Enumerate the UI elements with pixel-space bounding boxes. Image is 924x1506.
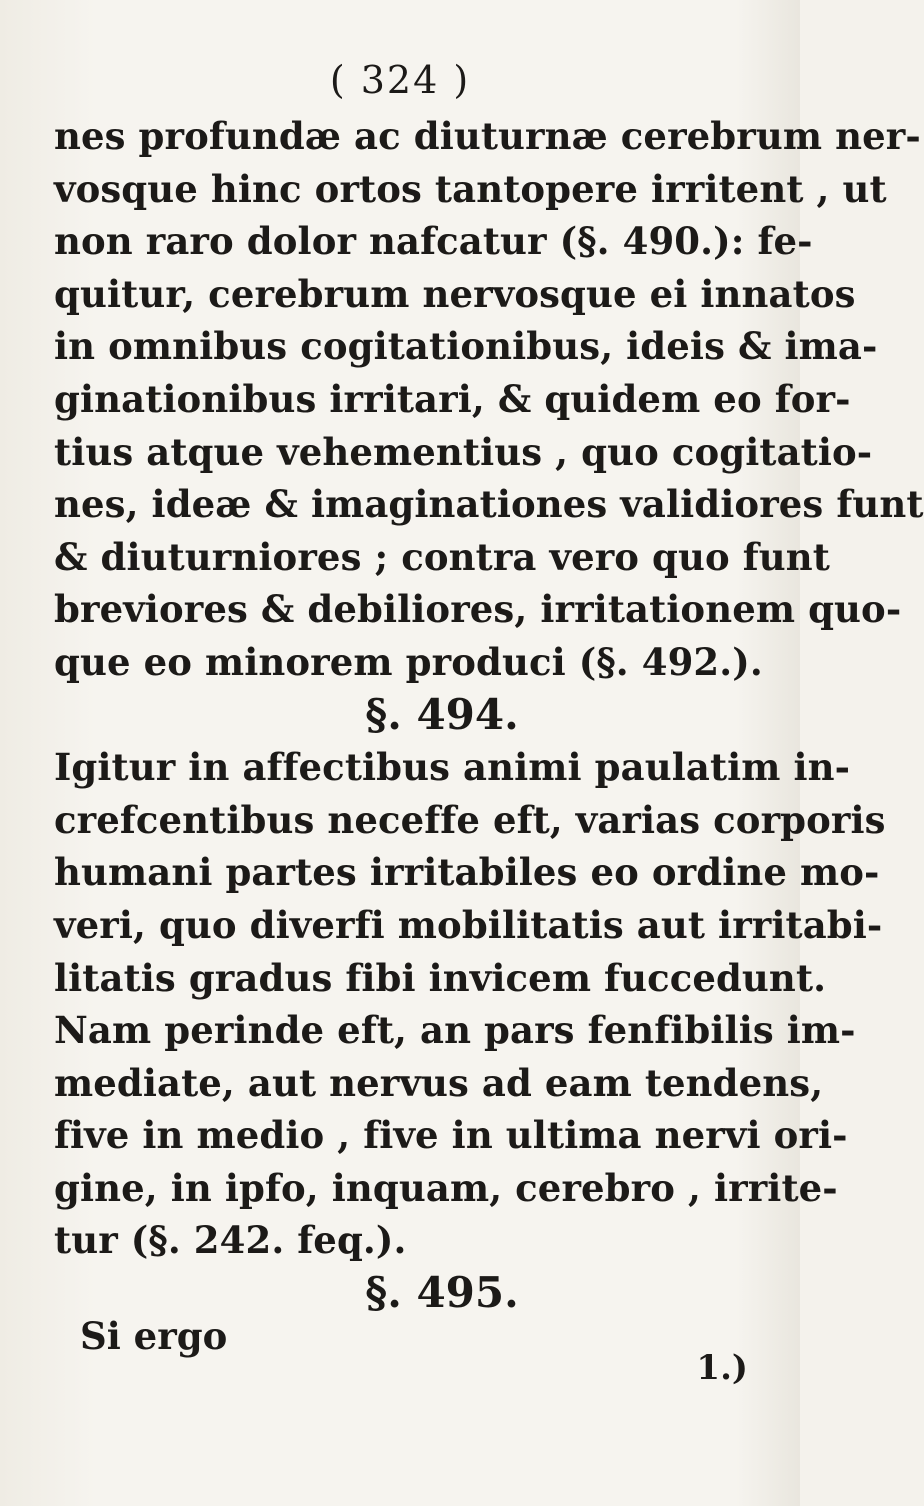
- text-line: nes profundæ ac diuturnæ cerebrum ner-: [54, 114, 921, 158]
- text-line: vosque hinc ortos tantopere irritent , ut: [54, 166, 887, 211]
- text-line: ginationibus irritari, & quidem eo for-: [54, 376, 851, 421]
- page-footer: [54, 1313, 770, 1388]
- text-line: in omnibus cogitationibus, ideis & ima-: [54, 324, 878, 369]
- text-line: Igitur in affectibus animi paulatim in-: [54, 745, 851, 790]
- footer-text: Si ergo: [80, 1313, 228, 1358]
- text-line: quitur, cerebrum nervosque ei innatos: [54, 271, 856, 316]
- section-heading: §. 494.: [365, 689, 519, 739]
- text-line: veri, quo diverfi mobilitatis aut irritabi-: [54, 902, 883, 947]
- text-line: Nam perinde eft, an pars fenfibilis im-: [54, 1008, 856, 1053]
- text-line: que eo minorem produci (§. 492.).: [54, 639, 763, 684]
- text-line: mediate, aut nervus ad eam tendens,: [54, 1060, 824, 1105]
- text-block: [54, 110, 924, 1388]
- paragraph: [54, 110, 924, 689]
- catchword: 1.): [696, 1347, 748, 1388]
- section-heading: §. 495.: [365, 1268, 519, 1318]
- text-line: & diuturniores ; contra vero quo funt: [54, 534, 831, 579]
- text-line: litatis gradus fibi invicem fuccedunt.: [54, 955, 827, 1000]
- page-number: ( 324 ): [329, 58, 471, 102]
- text-line: tur (§. 242. feq.).: [54, 1218, 407, 1263]
- text-line: non raro dolor nafcatur (§. 490.): fe-: [54, 219, 813, 264]
- paragraph: [54, 741, 886, 1267]
- text-line: tius atque vehementius , quo cogitatio-: [54, 429, 873, 474]
- text-line: five in medio , five in ultima nervi ori-: [54, 1113, 848, 1158]
- text-line: nes, ideæ & imaginationes validiores funt: [54, 482, 924, 527]
- text-line: humani partes irritabiles eo ordine mo-: [54, 850, 880, 895]
- text-line: gine, in ipfo, inquam, cerebro , irrite-: [54, 1165, 838, 1210]
- text-line: breviores & debiliores, irritationem quo-: [54, 587, 902, 632]
- text-line: crefcentibus neceffe eft, varias corporis: [54, 797, 886, 842]
